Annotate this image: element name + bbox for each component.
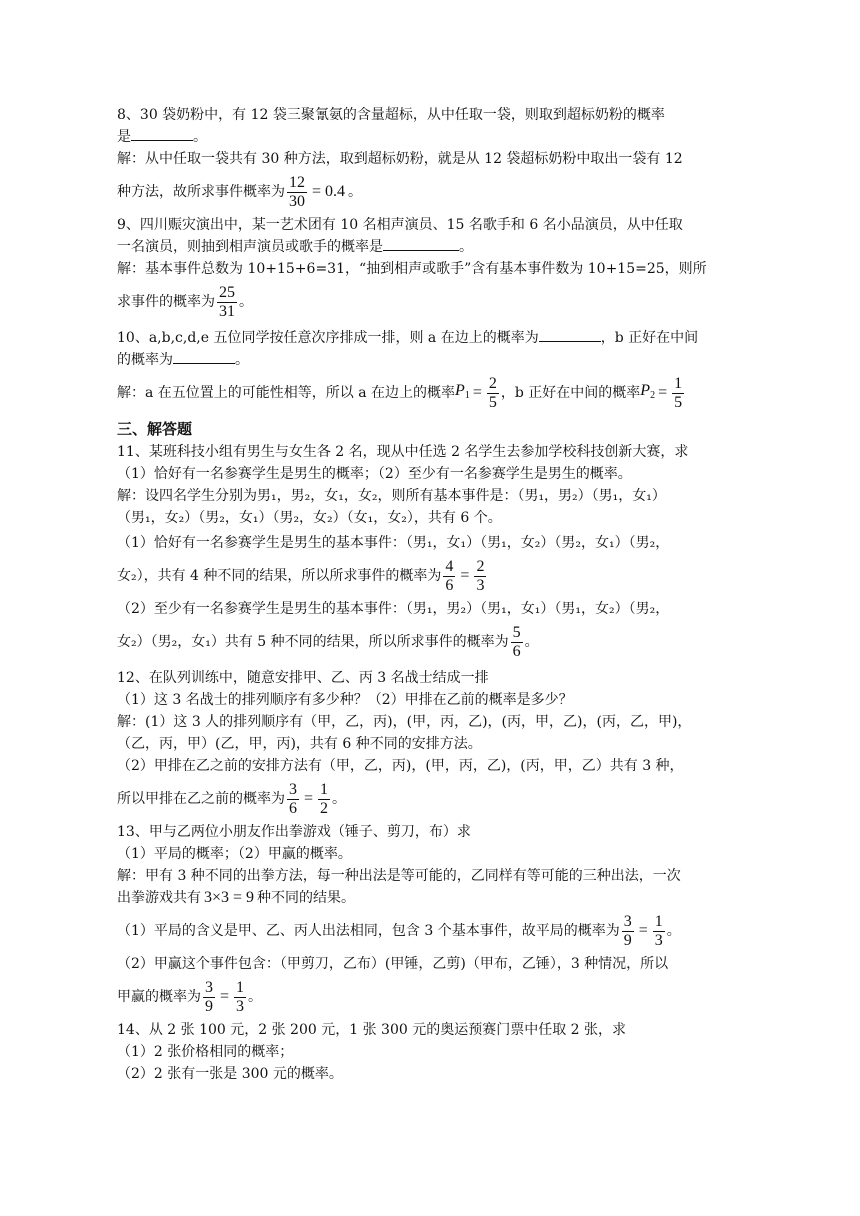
q9-frac-den: 31 <box>219 302 235 320</box>
q13-part1-fraction-a: $\frac{3}{9}$ <box>623 912 632 949</box>
q9-solution-end: 。 <box>239 294 253 310</box>
q10-line2-pre: 的概率为 <box>117 352 173 368</box>
q13-math-expression: 3×3 = 9 <box>204 889 255 906</box>
q9-solution-line1: 解：基本事件总数为 10+15+6=31，“抽到相声或歌手”含有基本事件数为 10+15=25，则所 <box>117 261 707 277</box>
q10-p1-var: $P_1$ <box>455 381 470 401</box>
section-title: 三、解答题 <box>117 420 193 438</box>
q8-solution-end: 。 <box>348 184 363 200</box>
q13-part2-fraction-b: $\frac{1}{3}$ <box>236 978 245 1015</box>
q11-part1-fraction-a: $\frac{4}{6}$ <box>445 557 454 594</box>
q13-part1-fraction-b: $\frac{1}{3}$ <box>654 912 663 949</box>
q11-part1-fraction-b: $\frac{2}{3}$ <box>476 557 485 594</box>
q11-line1: 11、某班科技小组有男生与女生各 2 名，现从中任选 2 名学生去参加学校科技创新大赛，求 <box>117 444 689 460</box>
q10-solution-mid: ，b 正好在中间的概率 <box>500 385 641 401</box>
q11-part1-line1: （1）恰好有一名参赛学生是男生的基本事件：（男₁，女₁）（男₁，女₂）（男₂，女₁）（男₂， <box>117 535 670 551</box>
q13-line1: 13、甲与乙两位小朋友作出拳游戏（锤子、剪刀，布）求 <box>117 824 471 840</box>
q8-line1: 8、30 袋奶粉中，有 12 袋三聚氰氨的含量超标，从中任取一袋，则取到超标奶粉的概率 <box>117 107 665 123</box>
q8-line2 <box>117 126 732 148</box>
q13-part2-line1: （2）甲赢这个事件包含：（甲剪刀，乙布）(甲锤，乙剪)（甲布，乙锤），3 种情况，所以 <box>117 956 669 972</box>
q11-part2-line1: （2）至少有一名参赛学生是男生的基本事件：（男₁，男₂）（男₁，女₁）（男₁，女₂）（男₂， <box>117 601 670 617</box>
q9-line2-pre: 一名演员，则抽到相声演员或歌手的概率是 <box>117 239 383 255</box>
q10-blank-1 <box>539 327 601 342</box>
q8-solution-text: 种方法，故所求事件概率为 <box>117 184 285 200</box>
q10-solution: 解：a 在五位置上的可能性相等，所以 a 在边上的概率 $P_1$ = $\frac{2}{5}$ ，b 正好在中间的概率 $P_2$ = $\frac{1}{5}$ <box>117 374 683 411</box>
q12-solution-text: 所以甲排在乙之前的概率为 <box>117 791 285 807</box>
q10-line2-post: 。 <box>235 352 249 368</box>
q14-line3: （2）2 张有一张是 300 元的概率。 <box>117 1066 343 1082</box>
q12-fraction-b: $\frac{1}{2}$ <box>320 780 329 817</box>
q13-part1: （1）平局的含义是甲、乙、丙人出法相同，包含 3 个基本事件，故平局的概率为 $\frac{3}{9}$ = $\frac{1}{3}$ 。 <box>117 912 681 949</box>
q12-solution-line3: （2）甲排在乙之前的安排方法有（甲，乙，丙)，(甲，丙，乙)，(丙，甲，乙）共有 3 种， <box>117 758 684 774</box>
q8-eq-value: = 0.4 <box>312 183 346 200</box>
q12-solution-line2: （乙，丙，甲）(乙，甲，丙)，共有 6 种不同的安排方法。 <box>117 736 482 752</box>
q11-part2-text: 女₂）（男₂，女₁）共有 5 种不同的结果，所以所求事件的概率为 <box>117 634 509 650</box>
q9-fraction <box>217 284 237 321</box>
q12-solution-end: 。 <box>332 791 347 807</box>
q12-line2: （1）这 3 名战士的排列顺序有多少种？（2）甲排在乙前的概率是多少？ <box>117 692 573 708</box>
q8-frac-num: 12 <box>289 173 305 191</box>
q10-solution-pre: 解：a 在五位置上的可能性相等，所以 a 在边上的概率 <box>117 385 456 401</box>
q10-line1-pre: 10、a,b,c,d,e 五位同学按任意次序排成一排，则 a 在边上的概率为 <box>117 330 539 346</box>
q12-solution-line1: 解：(1）这 3 人的排列顺序有（甲，乙，丙)，(甲，丙，乙)，(丙，甲，乙)，(丙，乙，甲)， <box>117 714 692 730</box>
q13-solution-line1: 解：甲有 3 种不同的出拳方法，每一种出法是等可能的，乙同样有等可能的三种出法，一次 <box>117 868 681 884</box>
q13-part2-line2: 甲赢的概率为 $\frac{3}{9}$ = $\frac{1}{3}$ 。 <box>117 978 263 1015</box>
q10-line1-post: ，b 正好在中间 <box>600 330 699 346</box>
q13-part1-text: （1）平局的含义是甲、乙、丙人出法相同，包含 3 个基本事件，故平局的概率为 <box>117 923 620 939</box>
q10-line2 <box>117 349 732 371</box>
q13-part2-fraction-a: $\frac{3}{9}$ <box>205 978 213 1015</box>
q11-part2-line2 <box>117 620 732 664</box>
q12-line1: 12、在队列训练中，随意安排甲、乙、丙 3 名战士结成一排 <box>117 670 489 686</box>
q11-solution-line1: 解：设四名学生分别为男₁，男₂，女₁，女₂，则所有基本事件是：（男₁，男₂）（男₁，女₁） <box>117 488 666 504</box>
q10-p2-var: $P_2$ <box>640 381 656 401</box>
q8-frac-den: 30 <box>289 192 305 210</box>
q11-part2-end: 。 <box>524 634 539 650</box>
q9-solution-line2 <box>117 280 732 324</box>
q8-solution-line2 <box>117 170 732 214</box>
q12-fraction-a: $\frac{3}{6}$ <box>289 780 297 817</box>
q11-part2-fraction: $\frac{5}{6}$ <box>512 623 521 660</box>
document-page <box>117 104 732 1085</box>
q9-line2 <box>117 236 732 258</box>
q9-line1: 9、四川赈灾演出中，某一艺术团有 10 名相声演员、15 名歌手和 6 名小品演员，从中任取 <box>117 217 683 233</box>
q12-solution-line4: 所以甲排在乙之前的概率为 $\frac{3}{6}$ = $\frac{1}{2}$ 。 <box>117 780 347 817</box>
q13-solution-line2: 出拳游戏共有 3×3 = 9 种不同的结果。 <box>117 889 356 906</box>
q9-solution-text: 求事件的概率为 <box>117 294 215 310</box>
q11-solution-line2: （男₁，女₂）（男₂，女₁）（男₂，女₂）（女₁，女₂），共有 6 个。 <box>117 510 502 526</box>
q10-blank-2 <box>173 349 235 364</box>
q8-line2-post: 。 <box>193 129 207 145</box>
q8-fraction <box>287 174 307 211</box>
q13-part2-text: 甲赢的概率为 <box>117 989 201 1005</box>
q10-p1-fraction: $\frac{2}{5}$ <box>488 374 497 411</box>
q11-line2: （1）恰好有一名参赛学生是男生的概率；（2）至少有一名参赛学生是男生的概率。 <box>117 466 632 482</box>
q8-solution-line1: 解：从中任取一袋共有 30 种方法，取到超标奶粉，就是从 12 袋超标奶粉中取出一袋有 12 <box>117 151 683 167</box>
q10-p2-fraction: $\frac{1}{5}$ <box>674 374 683 411</box>
q14-line2: （1）2 张价格相同的概率； <box>117 1044 294 1060</box>
q11-part1-text: 女₂），共有 4 种不同的结果，所以所求事件的概率为 <box>117 568 442 584</box>
q8-line2-pre: 是 <box>117 129 131 145</box>
q8-answer-blank <box>131 126 193 141</box>
q14-line1: 14、从 2 张 100 元，2 张 200 元，1 张 300 元的奥运预赛门票中任取 2 张，求 <box>117 1022 627 1038</box>
q11-part1-line2: 女₂），共有 4 种不同的结果，所以所求事件的概率为 $\frac{4}{6}$ = $\frac{2}{3}$ <box>117 557 485 594</box>
q10-line1 <box>117 327 732 349</box>
q13-line2: （1）平局的概率；（2）甲赢的概率。 <box>117 846 352 862</box>
q9-answer-blank <box>383 236 459 251</box>
q9-frac-num: 25 <box>219 283 235 301</box>
q9-line2-post: 。 <box>459 239 473 255</box>
